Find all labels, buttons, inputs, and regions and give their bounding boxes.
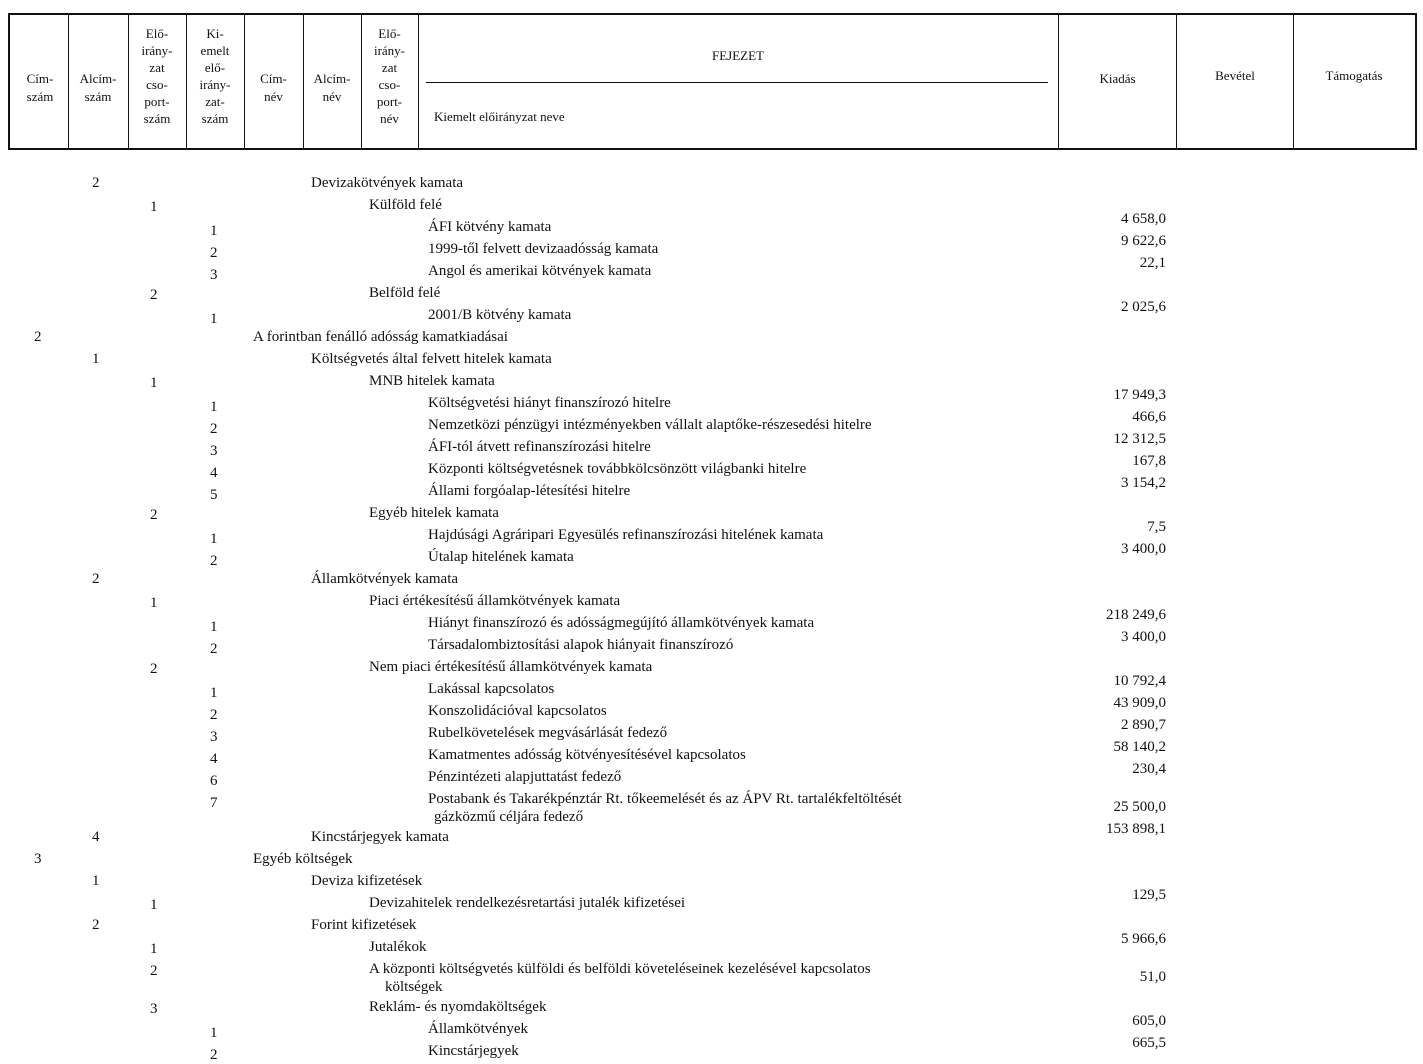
- row-amount-kiadas: 665,5: [1132, 1035, 1166, 1051]
- row-item-number: 4: [210, 465, 218, 481]
- row-group-number: 1: [150, 375, 158, 391]
- row-item-number: 3: [210, 267, 218, 283]
- row-item-number: 1: [210, 399, 218, 415]
- row-label: ÁFI kötvény kamata: [428, 219, 552, 235]
- row-item-number: 7: [210, 795, 218, 811]
- row-label: Reklám- és nyomdaköltségek: [369, 999, 547, 1015]
- row-amount-kiadas: 605,0: [1132, 1013, 1166, 1029]
- row-item-number: 1: [210, 685, 218, 701]
- row-label: A központi költségvetés külföldi és belföldi követeléseinek kezelésével kapcsolatos: [369, 961, 871, 977]
- header-eloiranyzat-csoport-szam: Elő- irány- zat cso- port- szám: [141, 26, 173, 126]
- row-label: Kincstárjegyek: [428, 1043, 519, 1059]
- header-eloiranyzat-csoport-nev: Elő- irány- zat cso- port- név: [373, 26, 406, 126]
- row-item-number: 1: [210, 531, 218, 547]
- row-item-number: 5: [210, 487, 218, 503]
- row-amount-kiadas: 22,1: [1139, 255, 1166, 271]
- header-kiadas: Kiadás: [1099, 71, 1136, 86]
- row-label: Központi költségvetésnek továbbkölcsönzött világbanki hitelre: [428, 461, 807, 477]
- row-item-number: 1: [210, 223, 218, 239]
- row-label: MNB hitelek kamata: [369, 373, 495, 389]
- row-group-number: 2: [150, 963, 158, 979]
- row-amount-kiadas: 12 312,5: [1113, 431, 1166, 447]
- row-cim-number: 2: [34, 329, 42, 345]
- row-item-number: 1: [210, 619, 218, 635]
- row-item-number: 4: [210, 751, 218, 767]
- row-group-number: 2: [150, 287, 158, 303]
- row-label: Államkötvények kamata: [311, 571, 459, 587]
- row-group-number: 2: [150, 507, 158, 523]
- row-label: Devizakötvények kamata: [311, 175, 464, 191]
- row-label: Rubelkövetelések megvásárlását fedező: [428, 725, 668, 741]
- row-item-number: 2: [210, 707, 218, 723]
- header-kiemelt-nev: Kiemelt előirányzat neve: [434, 109, 565, 124]
- row-amount-kiadas: 7,5: [1147, 519, 1166, 535]
- row-label: Külföld felé: [369, 197, 442, 213]
- row-group-number: 1: [150, 595, 158, 611]
- row-item-number: 6: [210, 773, 218, 789]
- row-label: 2001/B kötvény kamata: [428, 307, 572, 323]
- header-fejezet: FEJEZET: [712, 48, 764, 63]
- row-amount-kiadas: 3 400,0: [1121, 629, 1166, 645]
- row-amount-kiadas: 58 140,2: [1113, 739, 1166, 755]
- row-amount-kiadas: 230,4: [1132, 761, 1166, 777]
- row-amount-kiadas: 17 949,3: [1113, 387, 1166, 403]
- row-label: Deviza kifizetések: [311, 873, 423, 889]
- row-label: A forintban fenálló adósság kamatkiadásai: [253, 329, 508, 345]
- row-amount-kiadas: 43 909,0: [1113, 695, 1166, 711]
- header-tamogatas: Támogatás: [1325, 68, 1383, 83]
- row-label-continued: költségek: [385, 979, 443, 995]
- row-item-number: 2: [210, 245, 218, 261]
- row-amount-kiadas: 10 792,4: [1113, 673, 1166, 689]
- row-amount-kiadas: 129,5: [1132, 887, 1166, 903]
- row-label: Állami forgóalap-létesítési hitelre: [428, 483, 631, 499]
- row-alcim-number: 2: [92, 571, 100, 587]
- row-label: Belföld felé: [369, 285, 441, 301]
- row-label: Postabank és Takarékpénztár Rt. tőkeemelését és az ÁPV Rt. tartalékfeltöltését: [428, 791, 902, 807]
- row-item-number: 3: [210, 729, 218, 745]
- row-label: ÁFI-tól átvett refinanszírozási hitelre: [428, 439, 651, 455]
- row-label: Költségvetés által felvett hitelek kamata: [311, 351, 552, 367]
- row-label: Költségvetési hiányt finanszírozó hitelre: [428, 395, 671, 411]
- row-group-number: 1: [150, 941, 158, 957]
- row-item-number: 2: [210, 553, 218, 569]
- row-label: Forint kifizetések: [311, 917, 417, 933]
- row-alcim-number: 2: [92, 175, 100, 191]
- row-label: Társadalombiztosítási alapok hiányait finanszírozó: [428, 637, 734, 653]
- row-alcim-number: 4: [92, 829, 100, 845]
- row-amount-kiadas: 9 622,6: [1121, 233, 1166, 249]
- row-item-number: 2: [210, 1047, 218, 1063]
- row-label: Piaci értékesítésű államkötvények kamata: [369, 593, 621, 609]
- row-group-number: 3: [150, 1001, 158, 1017]
- row-amount-kiadas: 5 966,6: [1121, 931, 1166, 947]
- header-kiemelt-eloiranyzat-szam: Ki- emelt elő- irány- zat- szám: [199, 26, 231, 126]
- row-amount-kiadas: 3 154,2: [1121, 475, 1166, 491]
- row-amount-kiadas: 25 500,0: [1113, 799, 1166, 815]
- row-amount-kiadas: 3 400,0: [1121, 541, 1166, 557]
- row-item-number: 1: [210, 311, 218, 327]
- header-alcim-szam: Alcím- szám: [79, 71, 117, 104]
- row-label: Nem piaci értékesítésű államkötvények kamata: [369, 659, 653, 675]
- row-label: Angol és amerikai kötvények kamata: [428, 263, 652, 279]
- row-label: Hiányt finanszírozó és adósságmegújító államkötvények kamata: [428, 615, 815, 631]
- row-label: 1999-től felvett devizaadósság kamata: [428, 241, 659, 257]
- row-group-number: 1: [150, 897, 158, 913]
- row-label: Nemzetközi pénzügyi intézményekben vállalt alaptőke-részesedési hitelre: [428, 417, 872, 433]
- row-amount-kiadas: 51,0: [1139, 969, 1166, 985]
- row-amount-kiadas: 167,8: [1132, 453, 1166, 469]
- row-amount-kiadas: 153 898,1: [1106, 821, 1166, 837]
- row-label: Devizahitelek rendelkezésretartási jutalék kifizetései: [369, 895, 686, 911]
- row-label: Államkötvények: [428, 1021, 528, 1037]
- row-item-number: 3: [210, 443, 218, 459]
- row-label-continued: gázközmű céljára fedező: [434, 809, 584, 825]
- row-label: Hajdúsági Agráripari Egyesülés refinanszírozási hitelének kamata: [428, 527, 824, 543]
- row-item-number: 2: [210, 421, 218, 437]
- header-bevetel: Bevétel: [1215, 68, 1255, 83]
- row-alcim-number: 2: [92, 917, 100, 933]
- row-group-number: 2: [150, 661, 158, 677]
- header-cim-szam: Cím- szám: [26, 71, 54, 104]
- row-label: Lakással kapcsolatos: [428, 681, 555, 697]
- row-label: Konszolidációval kapcsolatos: [428, 703, 607, 719]
- row-amount-kiadas: 218 249,6: [1106, 607, 1166, 623]
- row-item-number: 2: [210, 641, 218, 657]
- row-label: Pénzintézeti alapjuttatást fedező: [428, 769, 622, 785]
- row-label: Útalap hitelének kamata: [428, 549, 574, 565]
- row-label: Kincstárjegyek kamata: [311, 829, 449, 845]
- row-label: Egyéb hitelek kamata: [369, 505, 499, 521]
- header-cim-nev: Cím- név: [260, 71, 287, 104]
- row-cim-number: 3: [34, 851, 42, 867]
- row-alcim-number: 1: [92, 873, 100, 889]
- row-group-number: 1: [150, 199, 158, 215]
- row-amount-kiadas: 466,6: [1132, 409, 1166, 425]
- row-amount-kiadas: 2 890,7: [1121, 717, 1166, 733]
- row-alcim-number: 1: [92, 351, 100, 367]
- row-amount-kiadas: 4 658,0: [1121, 211, 1166, 227]
- row-label: Jutalékok: [369, 939, 427, 955]
- header-alcim-nev: Alcím- név: [313, 71, 351, 104]
- row-item-number: 1: [210, 1025, 218, 1041]
- row-label: Egyéb költségek: [253, 851, 353, 867]
- row-amount-kiadas: 2 025,6: [1121, 299, 1166, 315]
- row-label: Kamatmentes adósság kötvényesítésével kapcsolatos: [428, 747, 746, 763]
